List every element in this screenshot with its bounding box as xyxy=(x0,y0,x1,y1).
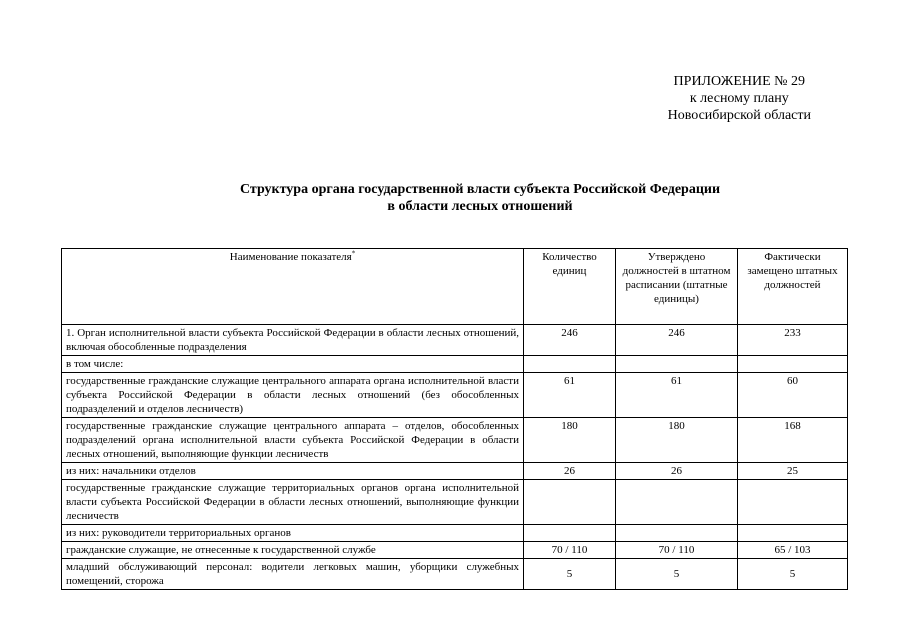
row-name: государственные гражданские служащие центрального аппарата органа исполнительной власти субъекта Российской Федерации в области лесных отношений (без обособленных подразделений и отделов лесничеств) xyxy=(62,373,524,418)
row-approved: 70 / 110 xyxy=(616,542,738,559)
row-approved xyxy=(616,525,738,542)
table-row xyxy=(62,559,848,590)
appendix-subtitle: к лесному плану xyxy=(689,91,789,106)
table-row xyxy=(62,325,848,356)
table-header-row xyxy=(62,249,848,325)
table-row xyxy=(62,463,848,480)
row-name: государственные гражданские служащие центрального аппарата – отделов, обособленных подразделений органа исполнительной власти субъекта Российской Федерации в области лесных отношений, выполняющие функции лесничеств xyxy=(62,418,524,463)
row-count xyxy=(524,356,616,373)
row-actual xyxy=(738,356,848,373)
row-actual xyxy=(738,480,848,525)
table-row xyxy=(62,373,848,418)
row-actual: 168 xyxy=(738,418,848,463)
appendix-region: Новосибирской области xyxy=(667,108,811,123)
row-count xyxy=(524,480,616,525)
appendix-header xyxy=(668,73,811,124)
row-approved: 180 xyxy=(616,418,738,463)
row-actual: 233 xyxy=(738,325,848,356)
row-name: из них: начальники отделов xyxy=(62,463,524,480)
table-row xyxy=(62,418,848,463)
row-approved: 5 xyxy=(616,559,738,590)
table-row xyxy=(62,480,848,525)
row-count: 70 / 110 xyxy=(524,542,616,559)
row-actual: 65 / 103 xyxy=(738,542,848,559)
table-row xyxy=(62,356,848,373)
header-name: Наименование показателя* xyxy=(62,249,524,325)
row-approved xyxy=(616,356,738,373)
row-approved: 61 xyxy=(616,373,738,418)
title-line-2: в области лесных отношений xyxy=(387,199,573,214)
row-name: младший обслуживающий персонал: водители легковых машин, уборщики служебных помещений, сторожа xyxy=(62,559,524,590)
row-approved: 26 xyxy=(616,463,738,480)
row-count: 246 xyxy=(524,325,616,356)
row-name: государственные гражданские служащие территориальных органов органа исполнительной власти субъекта Российской Федерации в области лесных отношений, выполняющие функции лесничеств xyxy=(62,480,524,525)
title-line-1: Структура органа государственной власти субъекта Российской Федерации xyxy=(239,182,721,197)
row-actual: 25 xyxy=(738,463,848,480)
row-count: 61 xyxy=(524,373,616,418)
appendix-number: ПРИЛОЖЕНИЕ № 29 xyxy=(673,74,806,89)
row-name: из них: руководители территориальных органов xyxy=(62,525,524,542)
header-actual: Фактически замещено штатных должностей xyxy=(738,249,848,325)
row-count xyxy=(524,525,616,542)
row-name: 1. Орган исполнительной власти субъекта Российской Федерации в области лесных отношений, включая обособленные подразделения xyxy=(62,325,524,356)
table-row xyxy=(62,525,848,542)
row-actual: 60 xyxy=(738,373,848,418)
row-name: в том числе: xyxy=(62,356,524,373)
header-count: Количество единиц xyxy=(524,249,616,325)
row-count: 26 xyxy=(524,463,616,480)
document-title xyxy=(200,181,760,215)
table-row xyxy=(62,542,848,559)
row-actual: 5 xyxy=(738,559,848,590)
structure-table xyxy=(61,248,848,590)
row-approved xyxy=(616,480,738,525)
row-count: 180 xyxy=(524,418,616,463)
footnote-mark: * xyxy=(351,249,356,258)
row-approved: 246 xyxy=(616,325,738,356)
row-actual xyxy=(738,525,848,542)
row-count: 5 xyxy=(524,559,616,590)
header-approved: Утверждено должностей в штатном расписании (штатные единицы) xyxy=(616,249,738,325)
row-name: гражданские служащие, не отнесенные к государственной службе xyxy=(62,542,524,559)
